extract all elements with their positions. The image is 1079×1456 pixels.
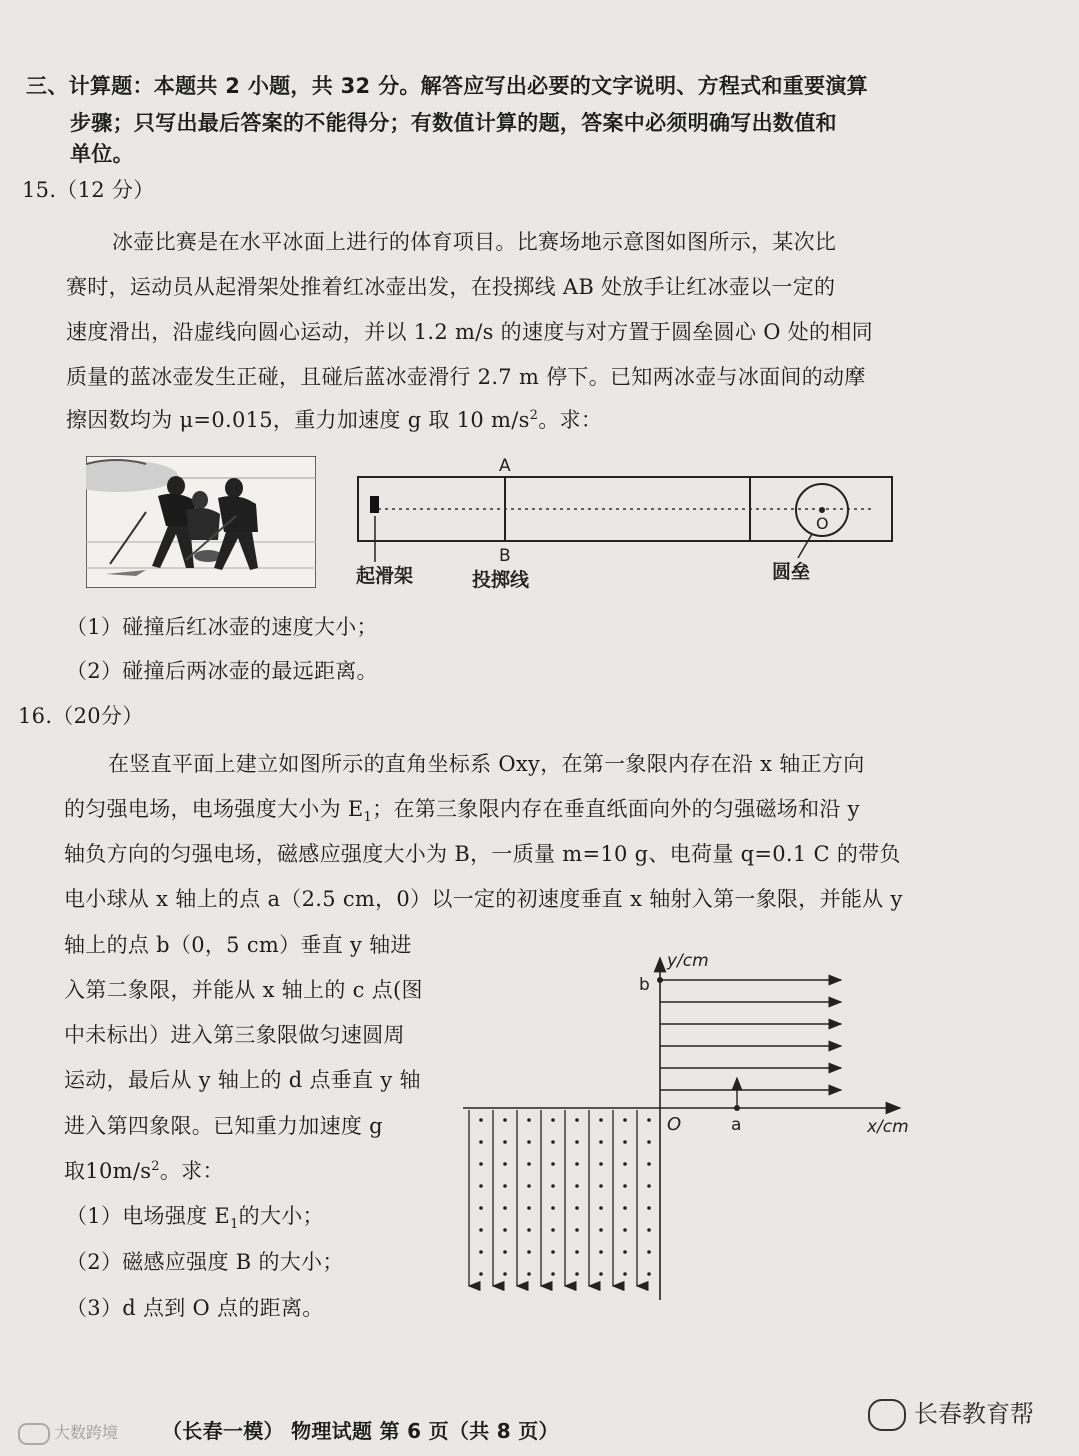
field-diagram-svg	[455, 940, 925, 1310]
field-dot	[479, 1162, 483, 1166]
field-dot	[479, 1140, 483, 1144]
field-dot	[623, 1162, 627, 1166]
curling-rink-svg	[350, 452, 910, 592]
q16-line-6: 入第二象限，并能从 x 轴上的 c 点(图	[64, 978, 423, 1002]
q16-sub-1-text: （1）电场强度 E	[66, 1204, 231, 1228]
q16-line-10-text: 取10m/s	[64, 1159, 152, 1183]
watermark-right-text: 长春教育帮	[914, 1400, 1034, 1428]
field-dot	[479, 1250, 483, 1254]
field-dot	[479, 1228, 483, 1232]
q15-line-3: 速度滑出，沿虚线向圆心运动，并以 1.2 m/s 的速度与对方置于圆垒圆心 O 处的相同	[66, 320, 873, 344]
label-b: B	[499, 546, 511, 566]
field-dot	[503, 1140, 507, 1144]
field-dot	[551, 1250, 555, 1254]
start-block	[370, 496, 379, 513]
q15-line-1: 冰壶比赛是在水平冰面上进行的体育项目。比赛场地示意图如图所示，某次比	[112, 230, 837, 254]
q15-line-5-post: 。求：	[538, 408, 603, 432]
field-dot	[527, 1184, 531, 1188]
field-dot	[599, 1272, 603, 1276]
field-dot	[575, 1250, 579, 1254]
q15-line-5	[66, 404, 602, 434]
field-dot	[551, 1228, 555, 1232]
field-dot	[647, 1140, 651, 1144]
field-dot	[647, 1250, 651, 1254]
house-center	[819, 507, 825, 513]
curling-photo	[86, 456, 316, 588]
q15-sub-2: （2）碰撞后两冰壶的最远距离。	[66, 659, 378, 683]
field-dot	[575, 1162, 579, 1166]
q16-sub-1-post: 的大小；	[238, 1204, 324, 1228]
field-dot	[551, 1162, 555, 1166]
field-dot	[575, 1140, 579, 1144]
field-dot	[647, 1228, 651, 1232]
field-dot	[575, 1206, 579, 1210]
field-dot	[599, 1118, 603, 1122]
label-house: 圆垒	[772, 561, 811, 583]
point-b-label: b	[639, 975, 650, 995]
field-dot	[479, 1184, 483, 1188]
field-dot	[599, 1228, 603, 1232]
field-dot	[503, 1206, 507, 1210]
q15-line-5-text: 擦因数均为 μ=0.015，重力加速度 g 取 10 m/s	[66, 408, 530, 432]
field-dot	[623, 1272, 627, 1276]
q16-line-2	[64, 793, 860, 825]
q15-line-5-sup: 2	[529, 408, 539, 423]
field-dot	[623, 1228, 627, 1232]
field-dot	[479, 1118, 483, 1122]
y-axis-label: y/cm	[667, 951, 709, 971]
field-dot	[599, 1162, 603, 1166]
field-dot	[479, 1272, 483, 1276]
field-dot	[623, 1118, 627, 1122]
field-dot	[551, 1140, 555, 1144]
q15-header: 15.（12 分）	[22, 178, 155, 202]
field-dot	[503, 1162, 507, 1166]
field-dot	[527, 1140, 531, 1144]
wechat-icon	[868, 1399, 906, 1431]
field-dot	[551, 1184, 555, 1188]
field-dot	[527, 1228, 531, 1232]
section-title-line-3: 单位。	[70, 142, 134, 166]
electric-field-lines-q1	[660, 980, 841, 1090]
q16-line-2-post: ；在第三象限内存在垂直纸面向外的匀强磁场和沿 y	[372, 797, 860, 821]
q16-line-2-text: 的匀强电场，电场强度大小为 E	[64, 797, 364, 821]
section-title-line-2: 步骤；只写出最后答案的不能得分；有数值计算的题，答案中必须明确写出数值和	[70, 111, 837, 135]
q16-line-7: 中未标出）进入第三象限做匀速圆周	[64, 1023, 405, 1047]
field-dot	[503, 1228, 507, 1232]
point-a-dot	[734, 1105, 740, 1111]
q16-line-10	[64, 1155, 224, 1185]
field-dot	[647, 1184, 651, 1188]
point-b-dot	[657, 977, 663, 983]
field-dot	[527, 1250, 531, 1254]
field-dot	[575, 1118, 579, 1122]
q16-sub-2: （2）磁感应强度 B 的大小；	[66, 1250, 344, 1274]
field-dot	[623, 1140, 627, 1144]
third-quadrant-field	[469, 1110, 637, 1286]
q16-line-1: 在竖直平面上建立如图所示的直角坐标系 Oxy，在第一象限内存在沿 x 轴正方向	[108, 752, 865, 776]
q16-sub-1-sub: 1	[230, 1217, 239, 1233]
curling-rink-diagram	[350, 452, 910, 592]
curling-photo-image	[86, 456, 316, 588]
watermark-left	[18, 1420, 118, 1445]
page-footer: （长春一模） 物理试题 第 6 页（共 8 页）	[162, 1419, 559, 1443]
q15-sub-1: （1）碰撞后红冰壶的速度大小；	[66, 615, 378, 639]
field-diagram	[455, 940, 925, 1310]
field-dot	[647, 1272, 651, 1276]
watermark-left-text: 大数跨境	[54, 1423, 119, 1442]
field-dot	[503, 1272, 507, 1276]
origin-label: O	[667, 1114, 682, 1135]
field-dot	[647, 1118, 651, 1122]
field-dot	[479, 1206, 483, 1210]
label-o: O	[816, 514, 829, 533]
field-dot	[503, 1184, 507, 1188]
q16-line-10-post: 。求：	[159, 1159, 224, 1183]
watermark-right	[868, 1394, 1034, 1431]
field-dot	[551, 1272, 555, 1276]
field-dot	[599, 1206, 603, 1210]
field-dot	[623, 1250, 627, 1254]
field-dot	[527, 1162, 531, 1166]
q16-line-8: 运动，最后从 y 轴上的 d 点垂直 y 轴	[64, 1068, 421, 1092]
field-dot	[599, 1140, 603, 1144]
q16-line-9: 进入第四象限。已知重力加速度 g	[64, 1114, 383, 1138]
q16-sub-3: （3）d 点到 O 点的距离。	[66, 1296, 324, 1320]
field-dot	[647, 1206, 651, 1210]
field-dot	[527, 1206, 531, 1210]
field-dot	[551, 1118, 555, 1122]
q16-line-2-sub: 1	[363, 810, 373, 826]
watermark-left-icon	[18, 1423, 50, 1445]
label-start: 起滑架	[356, 565, 414, 587]
point-a-label: a	[731, 1115, 742, 1135]
field-dot	[527, 1272, 531, 1276]
q16-line-10-sup: 2	[151, 1159, 160, 1174]
q16-line-4: 电小球从 x 轴上的点 a（2.5 cm，0）以一定的初速度垂直 x 轴射入第一象限，并能从 y	[64, 887, 903, 911]
field-dot	[575, 1184, 579, 1188]
field-dot	[599, 1250, 603, 1254]
x-axis-label: x/cm	[867, 1117, 909, 1137]
field-dot	[647, 1162, 651, 1166]
q16-sub-1	[66, 1200, 324, 1232]
q15-line-4: 质量的蓝冰壶发生正碰，且碰后蓝冰壶滑行 2.7 m 停下。已知两冰壶与冰面间的动摩	[66, 365, 866, 389]
field-dot	[623, 1206, 627, 1210]
q15-line-2: 赛时，运动员从起滑架处推着红冰壶出发，在投掷线 AB 处放手让红冰壶以一定的	[66, 275, 836, 299]
field-dot	[599, 1184, 603, 1188]
label-throw-line: 投掷线	[472, 569, 530, 591]
field-dot	[623, 1184, 627, 1188]
section-title-line-1: 三、计算题：本题共 2 小题，共 32 分。解答应写出必要的文字说明、方程式和重要演算	[26, 74, 868, 98]
q16-line-5: 轴上的点 b（0，5 cm）垂直 y 轴进	[64, 933, 412, 957]
q16-line-3: 轴负方向的匀强电场，磁感应强度大小为 B，一质量 m=10 g、电荷量 q=0.1 C 的带负	[64, 842, 901, 866]
field-dot	[503, 1118, 507, 1122]
field-dot	[503, 1250, 507, 1254]
q16-header: 16.（20分）	[18, 704, 144, 728]
field-dot	[551, 1206, 555, 1210]
field-dot	[575, 1228, 579, 1232]
field-dot	[575, 1272, 579, 1276]
field-dot	[527, 1118, 531, 1122]
label-a: A	[499, 456, 511, 476]
